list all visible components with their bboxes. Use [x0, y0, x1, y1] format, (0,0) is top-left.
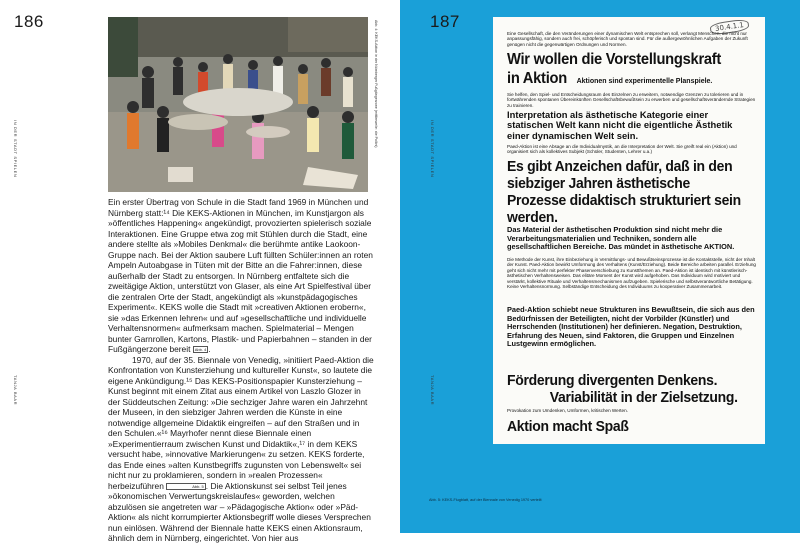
page-number-right: 187 [430, 12, 460, 31]
flyer-headline-1a: Wir wollen die Vorstellungskraft [507, 51, 722, 68]
flyer-headline-3: Es gibt Anzeichen dafür, daß in den siebziger Jahren ästhetische Prozesse didaktisch strukturiert sein werden. [507, 158, 741, 226]
side-label-bottom-right: TANJA BAAR [430, 375, 435, 406]
flyer-para-3: Paed-Aktion ist eine Absage an die Individualmystik, an die Interpretation der Welt. Sie greift real ein (Aktion) und organisiert sich als kollektives Subjekt (Schüler, Studenten, Lehrer u.a.) [507, 144, 737, 155]
flyer-headline-5a: Förderung divergenten Denkens. [507, 372, 718, 389]
flyer-intro: Eine Gesellschaft, die den Veränderungen einer dynamischen Welt entsprechen soll, verlangt Menschen, die nicht nur anpassungsfähig, sondern auch frei, schöpferisch und spontan sind. Für die außergewöhnlichen Aufgaben der Zukunft genügen nicht die gegenwärtigen Ordnungen und Normen. [507, 31, 748, 47]
flyer-headline-6: Aktion macht Spaß [507, 418, 629, 435]
left-page [0, 0, 400, 543]
flyer-headline-1-row [507, 70, 757, 88]
paragraph: 1970, auf der 35. Biennale von Venedig, »initiiert Paed-Aktion die Konfrontation von Kunsterziehung und kultureller Kunst«, so lautete die eigene Ankündigung.¹⁵ Das KEKS-Positionspapier Kunsterziehung – Kunst beginnt mit einem Zitat aus einem Artikel von Laszlo Glozer in der Süddeutschen Zeitung: »Die sechziger Jahre waren ein Jahrzehnt der Museen, in den siebziger Jahren werden die Künste in eine notwendige allgemeine Didaktik eingreifen – auf den Straßen und in den Schulen.«¹⁶ Mayrhofer nennt diese Biennale einen »Experimentierraum zwischen Kunst und Didaktik«,¹⁷ in dem KEKS versucht habe, »innovative Markierungen« zu setzen. KEKS forderte, das Ende eines »alten Kunstbegriffs zugunsten von Lebenswelt« sei nicht nur zu proklamieren, sondern in »realen Prozessen« herbeizuführen Abb. 5 . Die Aktionskunst sei selbst Teil jenes »ökonomischen Verwertungskreislaufes« geworden, welchen abzulösen sie angetreten war – »Pädagogische Aktion« oder »Päd-Aktion« als nicht korrumpierter Aktionsbegriff wolle dieses Versprechen nun einlösen. Während der Biennale hatte KEKS einen Aktionsraum, ähnlich dem in Nürnberg, eingerichtet. Von hier aus [108, 354, 374, 543]
figure-ref: Abb. 5 [166, 483, 206, 490]
side-label-top-left: IN DER STADT SPIELEN [13, 120, 18, 178]
body-text [108, 197, 374, 544]
crowd-illustration [108, 17, 368, 192]
flyer-headline-5b: Variabilität in der Zielsetzung. [549, 389, 738, 406]
flyer-headline-3-tail: Das Material der ästhetischen Produktion sind nicht mehr die Verarbeitungsmaterialien und Techniken, sondern alle gesellschaftlichen Bereiche. Das mündet in ästhetische AKTION. [507, 225, 735, 252]
flyer-headline-2: Interpretation als ästhetische Kategorie einer statischen Welt kann nicht die eigentliche Ästhetik einer dynamischen Welt sein. [507, 109, 733, 141]
flyer-caption: Abb. 5: KEKS-Flugblatt, auf der Biennale von Venedig 1970 verteilt [429, 498, 542, 502]
flyer-headline-1-aside: Aktionen sind experimentelle Planspiele. [576, 78, 713, 85]
figure-ref: Abb. 4 [194, 347, 207, 353]
side-label-bottom-left: TANJA BAAR [13, 375, 18, 406]
photo-caption: Abb. 4: KEKS-Aktion in der Nürnberger Fußgängerzone (mittlerweile: die Pollini) [374, 20, 378, 148]
keks-flyer [493, 17, 765, 444]
flyer-para-4: Die Methode der Kunst, ihre Einbeziehung in Vermittlungs- und Bewußtseinsprozesse ist die Kontaktstelle, nicht der Inhalt der Kunst. Paed-Aktion bewirkt Umformung des Verhaltens (Kunst/Erziehung). Beide Bereiche arbeiten parallel. Erziehung geht sich nicht mehr mit perfekter Phasenverschiebung zu Kunstthemen an. Paed-Aktion ist identisch mit künstlerisch-ästhetischen Verhaltensweisen. Das elitäre Moment der Kunst wird aufgehoben. Das Individuum wird motiviert und verstärkt, kollektive Rituale und Verhaltensmechanismen aufzugeben. Spielerische und selbstverantwortliche Betätigung. Keine Verhaltensnormung. Selbständige Entscheidung des Individuums zu kooperativer Zusammenarbeit. [507, 257, 756, 290]
flyer-para-5: Provokation zum Umdenken, Umformen, kritischen Werten. [507, 408, 628, 413]
handwritten-note: 30.4.1.1 [709, 18, 749, 35]
flyer-para-2: Sie helfen, den Spiel- und Entscheidungsraum des Einzelnen zu erweitern, notwendige Grenzen zu tolerieren und in fortwährenden spontanen Übereinkünften Gesellschaftsbewußtsein zu erwerben und gesellschaftsverändernde Strategien zu trainieren. [507, 92, 756, 108]
paragraph: Ein erster Übertrag von Schule in die Stadt fand 1969 in München und Nürnberg statt:¹⁴ Die KEKS-Aktionen in München, im Kunstjargon als »öffentliches Happening« angekündigt, provozierten spielerisch soziale Interaktionen. Eine Gruppe etwa zog mit Stühlen durch die Stadt, eine andere stellte als »Mobiles Denkmal« die berühmte antike Laokoon-Gruppe nach. Bei der Aktion saubere Luft füllten Schüler:innen an roten Ampeln Autoabgase in Tüten mit der Bitte an die Fahrer:innen, diese außerhalb der Stadt zu entsorgen. In Nürnberg entfaltete sich die zweitägige Aktion, unterstützt von Glaser, als eine Art Spielfestival über die zentralen Orte der Stadt, angekündigt als »kunstpädagogisches Experiment«. KEKS wolle die Stadt mit »creativen Aktionen erobern«, sie »das Erkennen lehren« und auf »gesellschaftliche und individuelle Verhaltensnormen« aufmerksam machen. Spielmaterial – Mengen bunter Garnrollen, Kartons, Plastik- und Papierbahnen – standen in der Fußgängerzone bereit Abb. 4 . [108, 197, 373, 354]
street-action-photo [108, 17, 368, 192]
page-number-left: 186 [14, 12, 44, 31]
flyer-headline-4: Paed-Aktion schiebt neue Strukturen ins Bewußtsein, die sich aus den Bedürfnissen der Beteiligten, nicht der Vorbilder (Künstler) und Herrschenden (Institutionen) her definieren. Negation, Destruktion, Erfahrung des Neuen, sind Faktoren, die Gruppen und Einzelnen Lustgewinn ermöglichen. [507, 305, 755, 349]
flyer-headline-1b: in Aktion [507, 70, 567, 87]
side-label-top-right: IN DER STADT SPIELEN [430, 120, 435, 178]
